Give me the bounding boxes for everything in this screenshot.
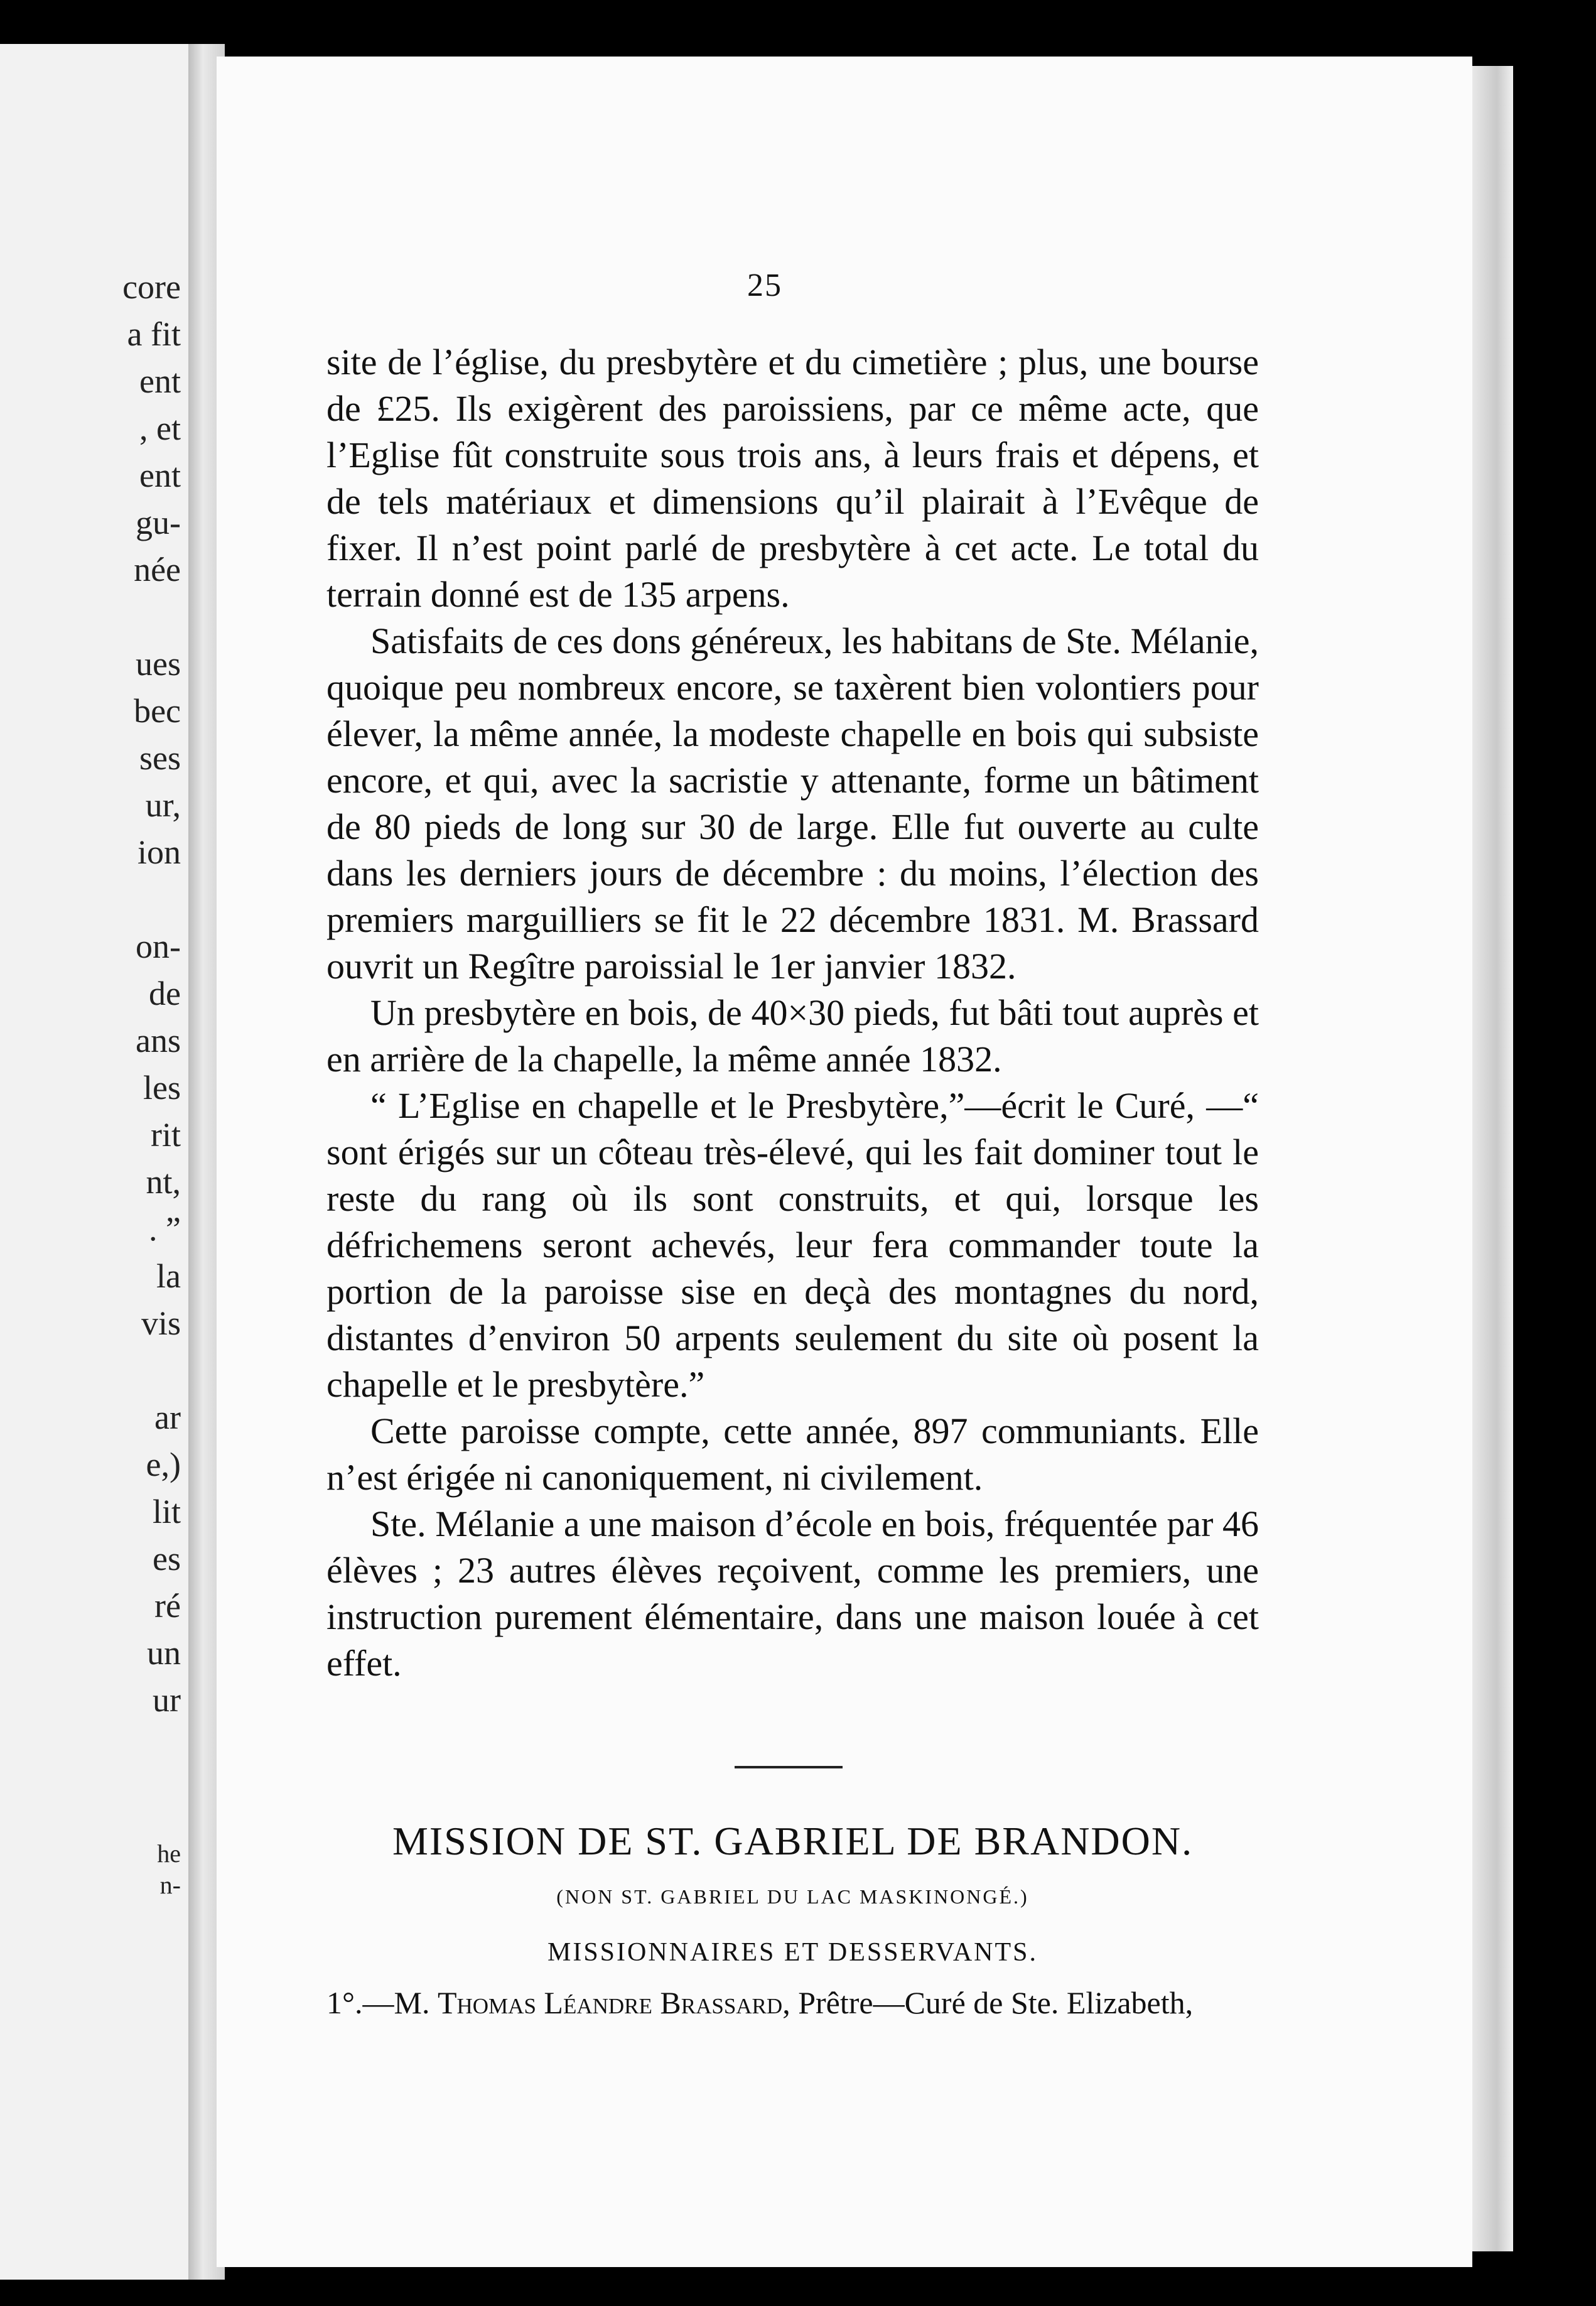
left-page-fragment: a fit [127, 315, 181, 353]
page-edge [1472, 66, 1513, 2251]
left-page-fragment: he [157, 1839, 181, 1868]
entry-name: Thomas Léandre Brassard [437, 1985, 783, 2020]
paragraph: site de l’église, du presbytère et du cimetière ; plus, une bourse de £25. Ils exigèrent des paroissiens, par ce même acte, que l’Eglise fût construite sous trois ans, à leurs frais et dépens, et de tels matériaux et dimensions qu’il plairait à l’Evêque de fixer. Il n’est point parlé de presbytère à cet acte. Le total du terrain donné est de 135 arpens. [326, 342, 1259, 615]
paragraph: “ L’Eglise en chapelle et le Presbytère,”—écrit le Curé, —“ sont érigés sur un côteau très-élevé, qui les fait dominer tout le reste du rang où ils sont construits, et qui, lorsque les défrichemens seront achevés, leur fera commander toute la portion de la paroisse sise en deçà des montagnes du nord, distantes d’environ 50 arpents seulement du site où posent la chapelle et le presbytère.” [326, 1085, 1259, 1405]
left-page-fragment: ur, [145, 786, 181, 824]
left-page-fragment: la [156, 1257, 181, 1295]
page-number: 25 [747, 268, 782, 303]
left-page-fragment: rit [151, 1116, 181, 1154]
section-subtitle: (NON ST. GABRIEL DU LAC MASKINONGÉ.) [556, 1885, 1029, 1908]
left-page-fragment: on- [136, 928, 181, 965]
left-page-fragment: ent [139, 457, 181, 494]
left-page-fragment: n- [159, 1871, 181, 1899]
left-facing-page [0, 44, 188, 2280]
left-page-fragment: ion [137, 833, 181, 871]
left-page-fragment: ses [139, 739, 181, 777]
left-page-fragment: les [143, 1069, 181, 1107]
left-page-fragment: ur [153, 1681, 181, 1719]
left-page-fragment: bec [134, 692, 181, 730]
left-page-fragment: née [134, 551, 181, 588]
left-page-fragment: un [147, 1634, 181, 1672]
left-page-fragment: gu- [136, 504, 181, 541]
body-text [326, 339, 1259, 1687]
first-entry [326, 1984, 1259, 2021]
section-title: MISSION DE ST. GABRIEL DE BRANDON. [392, 1819, 1194, 1863]
left-page-fragment: nt, [146, 1163, 181, 1201]
left-page-fragment: ent [139, 362, 181, 400]
entry-number: 1°.—M. [326, 1985, 438, 2020]
left-page-fragment: , et [139, 409, 181, 447]
left-page-fragment: ar [154, 1399, 181, 1436]
left-page-fragment: ues [136, 645, 181, 683]
paragraph: Un presbytère en bois, de 40×30 pieds, fut bâti tout auprès et en arrière de la chapelle, la même année 1832. [326, 992, 1259, 1080]
left-page-fragment: lit [152, 1493, 181, 1530]
left-page-fragment: e,) [146, 1446, 181, 1483]
left-page-fragment: vis [141, 1304, 181, 1342]
paragraph: Satisfaits de ces dons généreux, les habitans de Ste. Mélanie, quoique peu nombreux encore, se taxèrent bien volontiers pour élever, la même année, la modeste chapelle en bois qui subsiste encore, et qui, avec la sacristie y attenante, forme un bâtiment de 80 pieds de long sur 30 de large. Elle fut ouverte au culte dans les derniers jours de décembre : du moins, l’élection des premiers marguilliers se fit le 22 décembre 1831. M. Brassard ouvrit un Regître paroissial le 1er janvier 1832. [326, 620, 1259, 987]
left-page-fragment: . ” [149, 1210, 181, 1248]
paragraph: Cette paroisse compte, cette année, 897 communiants. Elle n’est érigée ni canoniquement, ni civilement. [326, 1410, 1259, 1498]
left-page-fragment: ans [136, 1022, 181, 1059]
section-divider [735, 1766, 843, 1768]
entry-rest: , Prêtre—Curé de Ste. Elizabeth, [782, 1985, 1194, 2020]
left-page-fragment: es [153, 1540, 181, 1578]
paragraph: Ste. Mélanie a une maison d’école en bois, fréquentée par 46 élèves ; 23 autres élèves reçoivent, comme les premiers, une instruction purement élémentaire, dans une maison louée à cet effet. [326, 1503, 1259, 1684]
left-page-fragment: ré [154, 1587, 181, 1625]
left-page-fragment: de [149, 975, 181, 1012]
section-subheading: MISSIONNAIRES ET DESSERVANTS. [547, 1938, 1038, 1967]
left-page-fragment: core [122, 268, 181, 306]
